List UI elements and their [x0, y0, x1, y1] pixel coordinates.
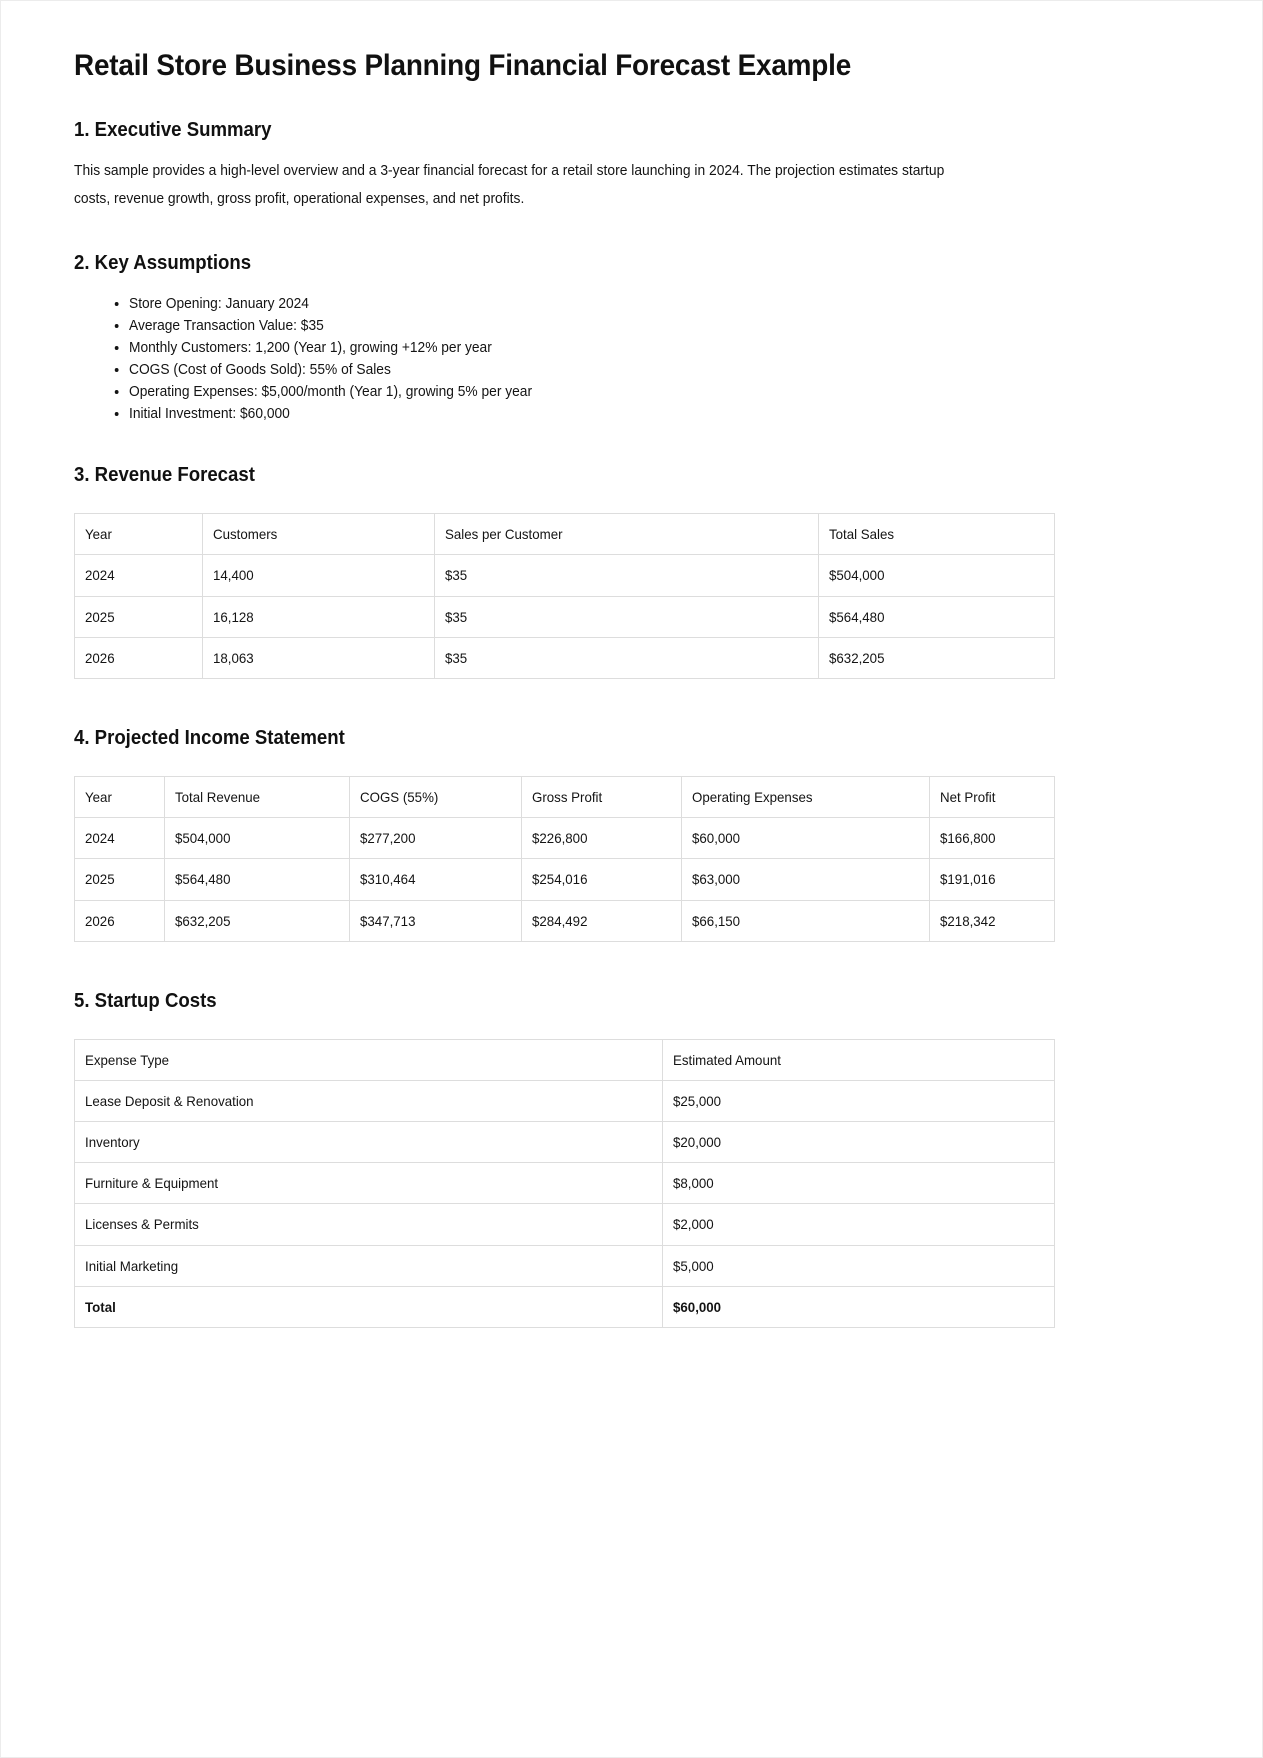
cell-total-label	[75, 1286, 663, 1327]
column-header-customers	[203, 514, 435, 555]
cell-net-profit	[930, 900, 1055, 941]
table-row	[75, 1245, 1055, 1286]
column-header-year	[75, 776, 165, 817]
cell-value: $310,464	[360, 871, 416, 888]
cell-year	[75, 555, 203, 596]
cell-estimated-amount	[663, 1122, 1055, 1163]
header-label: Expense Type	[85, 1051, 170, 1068]
cell-gross-profit	[522, 900, 682, 941]
cell-cogs	[350, 859, 522, 900]
cell-expense-type	[75, 1080, 663, 1121]
table-header-row	[75, 1039, 1055, 1080]
cell-expense-type	[75, 1204, 663, 1245]
projected-income-statement-table	[74, 776, 1055, 942]
header-label: Total Sales	[829, 526, 895, 543]
header-label: Year	[85, 788, 112, 805]
section-heading-revenue-forecast: 3. Revenue Forecast	[74, 464, 255, 487]
table-row	[75, 1122, 1055, 1163]
cell-total-amount	[663, 1286, 1055, 1327]
table-row	[75, 637, 1055, 678]
header-label: Estimated Amount	[673, 1051, 781, 1068]
startup-costs-table	[74, 1039, 1055, 1328]
column-header-year	[75, 514, 203, 555]
cell-value: $63,000	[692, 871, 741, 888]
cell-estimated-amount	[663, 1163, 1055, 1204]
header-label: Operating Expenses	[692, 788, 813, 805]
header-label: Year	[85, 526, 112, 543]
cell-year	[75, 859, 165, 900]
list-item: • COGS (Cost of Goods Sold): 55% of Sales	[129, 359, 1008, 381]
cell-year	[75, 818, 165, 859]
revenue-forecast-table	[74, 513, 1055, 679]
header-label: Customers	[213, 526, 278, 543]
cell-net-profit	[930, 859, 1055, 900]
cell-value: $8,000	[673, 1175, 714, 1192]
header-label: COGS (55%)	[360, 788, 439, 805]
cell-gross-profit	[522, 818, 682, 859]
cell-value: 2026	[85, 912, 115, 929]
cell-value: $504,000	[175, 830, 231, 847]
column-header-total-sales	[819, 514, 1055, 555]
table-header-row	[75, 776, 1055, 817]
cell-value: $166,800	[940, 830, 996, 847]
cell-customers	[203, 596, 435, 637]
column-header-expense-type	[75, 1039, 663, 1080]
column-header-sales-per-customer	[435, 514, 819, 555]
cell-value: 2025	[85, 871, 115, 888]
cell-value: Inventory	[85, 1134, 140, 1151]
cell-value: $5,000	[673, 1257, 714, 1274]
table-row	[75, 596, 1055, 637]
section-heading-key-assumptions: 2. Key Assumptions	[74, 252, 252, 275]
cell-value: $564,480	[175, 871, 231, 888]
cell-value: $632,205	[175, 912, 231, 929]
table-row-total	[75, 1286, 1055, 1327]
cell-value: $66,150	[692, 912, 741, 929]
cell-cogs	[350, 818, 522, 859]
cell-operating-expenses	[682, 900, 930, 941]
cell-sales-per-customer	[435, 596, 819, 637]
cell-value: Furniture & Equipment	[85, 1175, 219, 1192]
cell-value: $254,016	[532, 871, 588, 888]
table-row	[75, 818, 1055, 859]
cell-estimated-amount	[663, 1245, 1055, 1286]
cell-total-revenue	[165, 900, 350, 941]
list-item: • Average Transaction Value: $35	[129, 315, 1008, 337]
cell-value: 2026	[85, 649, 115, 666]
cell-value: Initial Marketing	[85, 1257, 179, 1274]
cell-total-revenue	[165, 859, 350, 900]
cell-expense-type	[75, 1163, 663, 1204]
cell-value: $35	[445, 649, 468, 666]
header-label: Gross Profit	[532, 788, 603, 805]
cell-value: $226,800	[532, 830, 588, 847]
table-row	[75, 1163, 1055, 1204]
table-header-row	[75, 514, 1055, 555]
cell-sales-per-customer	[435, 637, 819, 678]
cell-net-profit	[930, 818, 1055, 859]
section-heading-startup-costs: 5. Startup Costs	[74, 989, 217, 1012]
cell-customers	[203, 637, 435, 678]
cell-value: 2024	[85, 567, 115, 584]
cell-cogs	[350, 900, 522, 941]
cell-value: $191,016	[940, 871, 996, 888]
column-header-operating-expenses	[682, 776, 930, 817]
header-label: Net Profit	[940, 788, 996, 805]
section-heading-projected-income-statement: 4. Projected Income Statement	[74, 726, 345, 749]
list-item: • Store Opening: January 2024	[129, 293, 1008, 315]
cell-value: $60,000	[673, 1298, 722, 1315]
cell-expense-type	[75, 1122, 663, 1163]
table-row	[75, 859, 1055, 900]
table-row	[75, 555, 1055, 596]
cell-value: 2025	[85, 608, 115, 625]
column-header-estimated-amount	[663, 1039, 1055, 1080]
cell-value: Total	[85, 1298, 116, 1315]
table-row	[75, 1080, 1055, 1121]
document-content	[74, 1, 1054, 1328]
cell-value: $25,000	[673, 1092, 722, 1109]
cell-value: $35	[445, 567, 468, 584]
cell-gross-profit	[522, 859, 682, 900]
cell-year	[75, 596, 203, 637]
cell-estimated-amount	[663, 1204, 1055, 1245]
key-assumptions-list	[74, 293, 1054, 425]
cell-value: $564,480	[829, 608, 885, 625]
cell-customers	[203, 555, 435, 596]
cell-total-sales	[819, 596, 1055, 637]
cell-value: $2,000	[673, 1216, 714, 1233]
list-item: • Monthly Customers: 1,200 (Year 1), growing +12% per year	[129, 337, 1008, 359]
column-header-total-revenue	[165, 776, 350, 817]
cell-total-sales	[819, 637, 1055, 678]
table-row	[75, 1204, 1055, 1245]
column-header-net-profit	[930, 776, 1055, 817]
cell-value: 16,128	[213, 608, 254, 625]
cell-value: $218,342	[940, 912, 996, 929]
cell-value: $35	[445, 608, 468, 625]
table-row	[75, 900, 1055, 941]
cell-operating-expenses	[682, 818, 930, 859]
list-item: • Operating Expenses: $5,000/month (Year 1), growing 5% per year	[129, 381, 1008, 403]
cell-value: Licenses & Permits	[85, 1216, 199, 1233]
cell-operating-expenses	[682, 859, 930, 900]
cell-value: $277,200	[360, 830, 416, 847]
cell-value: 2024	[85, 830, 115, 847]
cell-year	[75, 900, 165, 941]
cell-total-revenue	[165, 818, 350, 859]
header-label: Total Revenue	[175, 788, 261, 805]
cell-estimated-amount	[663, 1080, 1055, 1121]
cell-value: $60,000	[692, 830, 741, 847]
column-header-gross-profit	[522, 776, 682, 817]
section-heading-executive-summary: 1. Executive Summary	[74, 118, 272, 141]
cell-value: 14,400	[213, 567, 254, 584]
cell-year	[75, 637, 203, 678]
cell-value: $347,713	[360, 912, 416, 929]
cell-value: Lease Deposit & Renovation	[85, 1092, 254, 1109]
list-item: • Initial Investment: $60,000	[129, 403, 1008, 425]
page-title: Retail Store Business Planning Financial Forecast Example	[74, 49, 852, 82]
cell-value: 18,063	[213, 649, 254, 666]
cell-sales-per-customer	[435, 555, 819, 596]
cell-value: $632,205	[829, 649, 885, 666]
cell-total-sales	[819, 555, 1055, 596]
column-header-cogs	[350, 776, 522, 817]
cell-value: $20,000	[673, 1134, 722, 1151]
cell-value: $284,492	[532, 912, 588, 929]
cell-expense-type	[75, 1245, 663, 1286]
header-label: Sales per Customer	[445, 526, 563, 543]
executive-summary-paragraph: This sample provides a high-level overview and a 3-year financial forecast for a retail store launching in 2024. The projection estimates startup costs, revenue growth, gross profit, operational expenses, and net profits.	[74, 162, 945, 207]
cell-value: $504,000	[829, 567, 885, 584]
